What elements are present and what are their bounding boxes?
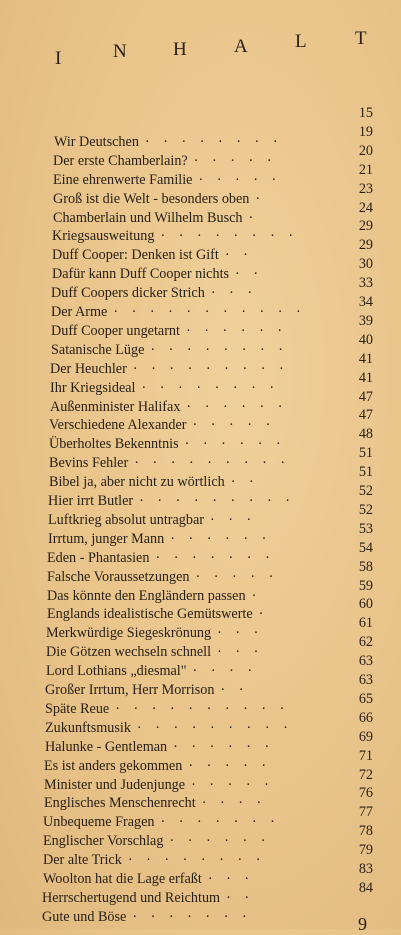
toc-entry-leader-dots: · · · · · · · · bbox=[160, 228, 299, 245]
toc-entry-title: Der erste Chamberlain? bbox=[53, 152, 188, 169]
toc-entry bbox=[43, 851, 383, 870]
toc-entry-leader-dots: · · · · · · bbox=[185, 322, 288, 339]
toc-entry-title: Englisches Menschenrecht bbox=[44, 795, 196, 812]
toc-entry-page: 63 bbox=[358, 653, 373, 670]
toc-entry bbox=[47, 605, 387, 624]
toc-entry bbox=[51, 303, 391, 322]
toc-entry-title: Ihr Kriegsideal bbox=[50, 379, 136, 396]
toc-entry-title: Es ist anders gekommen bbox=[44, 757, 183, 774]
toc-entry-page: 59 bbox=[358, 577, 373, 594]
toc-entry-leader-dots: · · · · · · · · · · · bbox=[113, 304, 306, 320]
toc-entry-page: 41 bbox=[358, 350, 373, 367]
toc-entry-title: Gute und Böse bbox=[42, 908, 127, 925]
toc-entry bbox=[50, 360, 390, 379]
toc-entry-page: 52 bbox=[358, 501, 373, 518]
toc-entry-title: Duff Cooper ungetarnt bbox=[51, 322, 180, 339]
toc-entry bbox=[54, 133, 394, 152]
heading-letter: N bbox=[113, 41, 127, 62]
toc-entry-leader-dots: · · bbox=[235, 266, 264, 283]
toc-entry-leader-dots: · · · · · · · · · bbox=[139, 493, 296, 509]
toc-entry-title: Eine ehrenwerte Familie bbox=[53, 171, 193, 188]
toc-entry-page: 63 bbox=[358, 672, 373, 688]
toc-entry-page: 15 bbox=[358, 105, 373, 121]
toc-entry-leader-dots: · · · · · · bbox=[184, 436, 286, 453]
toc-entry bbox=[54, 114, 394, 133]
toc-entry-title: Merkwürdige Siegeskrönung bbox=[46, 625, 212, 642]
toc-entry bbox=[50, 398, 390, 417]
heading-letter: L bbox=[295, 31, 307, 52]
toc-entry-page: 83 bbox=[358, 861, 373, 877]
toc-entry-title: Eden - Phantasien bbox=[47, 549, 150, 566]
toc-entry-leader-dots: · · bbox=[226, 889, 255, 906]
toc-entry bbox=[48, 530, 388, 549]
toc-entry-leader-dots: · · · · · · · · bbox=[144, 133, 283, 150]
heading-letter: I bbox=[55, 48, 62, 69]
toc-entry-page: 62 bbox=[358, 634, 373, 651]
toc-entry bbox=[47, 587, 387, 606]
toc-entry-title: Großer Irrtum, Herr Morrison bbox=[45, 682, 215, 698]
toc-entry-leader-dots: · · · · · · · · · bbox=[134, 455, 291, 472]
toc-entry-page: 77 bbox=[358, 804, 373, 821]
toc-entry-title: Verschiedene Alexander bbox=[49, 417, 187, 434]
toc-entry-title: Überholtes Bekenntnis bbox=[49, 436, 179, 453]
toc-entry-leader-dots: · · · · · · · · bbox=[141, 379, 280, 396]
toc-entry-title: Der Arme bbox=[51, 304, 108, 320]
toc-entry-leader-dots: · · · · · · bbox=[170, 530, 272, 547]
toc-entry-title: Satanische Lüge bbox=[51, 341, 145, 358]
toc-entry-page: 30 bbox=[358, 256, 373, 273]
toc-entry-page: 72 bbox=[358, 766, 373, 783]
toc-entry-leader-dots: · · · bbox=[210, 285, 258, 302]
heading-letter: A bbox=[234, 36, 248, 57]
toc-entry-page: 29 bbox=[358, 218, 373, 235]
toc-entry bbox=[53, 152, 393, 171]
heading-letter: T bbox=[355, 28, 367, 49]
toc-entry-leader-dots: · · · bbox=[210, 511, 257, 528]
toc-entry bbox=[45, 738, 385, 757]
toc-entry-title: Halunke - Gentleman bbox=[45, 738, 168, 755]
toc-entry-title: Herrschertugend und Reichtum bbox=[42, 889, 221, 906]
page-number: 9 bbox=[358, 914, 367, 934]
toc-entry-page: 61 bbox=[358, 615, 373, 632]
toc-entry-page: 54 bbox=[358, 539, 373, 556]
toc-entry-leader-dots: · bbox=[251, 587, 262, 604]
toc-entry-leader-dots: · · · · · bbox=[192, 417, 276, 434]
toc-entry-leader-dots: · · bbox=[220, 682, 249, 698]
toc-entry-page: 19 bbox=[358, 123, 373, 140]
toc-entry-page: 60 bbox=[358, 596, 373, 613]
toc-entry-title: Duff Coopers dicker Strich bbox=[51, 285, 205, 302]
toc-entry bbox=[45, 700, 385, 719]
toc-entry-leader-dots: · bbox=[248, 209, 259, 226]
toc-entry-page: 34 bbox=[358, 294, 373, 310]
toc-entry bbox=[44, 776, 384, 795]
toc-entry bbox=[43, 832, 383, 851]
toc-entry-page: 76 bbox=[358, 785, 373, 802]
toc-entry bbox=[51, 284, 391, 303]
toc-entry-title: Außenminister Halifax bbox=[50, 398, 181, 415]
toc-entry-title: Woolton hat die Lage erfaßt bbox=[43, 871, 202, 887]
toc-entry-leader-dots: · bbox=[255, 190, 266, 207]
toc-entry-title: Bibel ja, aber nicht zu wörtlich bbox=[49, 474, 225, 491]
toc-entry-page: 41 bbox=[358, 369, 373, 386]
toc-entry-page: 23 bbox=[358, 180, 373, 197]
toc-entry-page: 39 bbox=[358, 312, 373, 329]
toc-entry-page: 78 bbox=[358, 823, 373, 840]
toc-entry bbox=[46, 643, 386, 662]
toc-entry-leader-dots: · · · · · · bbox=[173, 738, 275, 755]
toc-entry-title: Chamberlain und Wilhelm Busch bbox=[53, 209, 243, 226]
toc-entry-leader-dots: · · · · · · · bbox=[132, 908, 252, 925]
toc-entry-leader-dots: · · · · · bbox=[193, 152, 277, 169]
toc-entry-page: 51 bbox=[358, 445, 373, 462]
toc-entry bbox=[47, 568, 387, 587]
toc-entry-title: Bevins Fehler bbox=[49, 455, 129, 472]
toc-entry bbox=[49, 454, 389, 473]
toc-entry-page: 20 bbox=[358, 142, 373, 159]
toc-entry-page: 48 bbox=[358, 426, 373, 443]
toc-entry-page: 58 bbox=[358, 558, 373, 575]
toc-entry bbox=[42, 908, 382, 927]
toc-entry bbox=[51, 341, 391, 360]
toc-entry-title: Lord Lothians „diesmal" bbox=[46, 663, 187, 680]
toc-entry bbox=[52, 265, 392, 284]
toc-entry-leader-dots: · · · · · · · bbox=[155, 549, 275, 566]
toc-entry-leader-dots: · · bbox=[230, 474, 259, 491]
toc-entry bbox=[44, 757, 384, 776]
toc-entry bbox=[46, 624, 386, 643]
toc-entry-title: Dafür kann Duff Cooper nichts bbox=[52, 266, 230, 283]
toc-entry-title: Zukunftsmusik bbox=[45, 719, 131, 736]
toc-entry-leader-dots: · · · bbox=[217, 644, 264, 661]
toc-entry-page: 53 bbox=[358, 520, 373, 537]
toc-entry bbox=[45, 681, 385, 700]
toc-entry-leader-dots: · · · bbox=[217, 625, 264, 642]
toc-entry-title: Irrtum, junger Mann bbox=[48, 530, 165, 547]
toc-entry-leader-dots: · · · · · bbox=[191, 776, 274, 793]
toc-entry-page: 52 bbox=[358, 483, 373, 499]
toc-entry-title: Englands idealistische Gemütswerte bbox=[47, 606, 253, 623]
toc-entry-page: 24 bbox=[358, 199, 373, 216]
toc-entry bbox=[48, 492, 388, 511]
toc-entry-title: Der Heuchler bbox=[50, 360, 127, 377]
toc-entry bbox=[49, 416, 389, 435]
toc-entry-leader-dots: · · · · · · · · · bbox=[132, 360, 289, 377]
toc-entry-leader-dots: · · · · · · · · bbox=[127, 852, 266, 869]
heading-letter: H bbox=[173, 39, 187, 60]
toc-entry bbox=[53, 209, 393, 228]
toc-entry-leader-dots: · · · · bbox=[201, 795, 267, 812]
toc-entry-page: 33 bbox=[358, 275, 373, 292]
toc-entry-title: Falsche Voraussetzungen bbox=[47, 568, 190, 585]
toc-entry bbox=[52, 246, 392, 265]
toc-entry bbox=[47, 549, 387, 568]
toc-entry-title: Kriegsausweitung bbox=[52, 228, 155, 245]
toc-entry-title: Englischer Vorschlag bbox=[43, 833, 164, 850]
toc-entry-page: 47 bbox=[358, 388, 373, 405]
toc-entry bbox=[52, 227, 392, 246]
toc-entry bbox=[49, 473, 389, 492]
toc-entry bbox=[51, 322, 391, 341]
toc-entry-leader-dots: · · · · · · · · · · bbox=[115, 700, 290, 717]
toc-entry-leader-dots: · · · · bbox=[192, 663, 258, 680]
toc-entry bbox=[53, 171, 393, 190]
toc-entry-leader-dots: · · bbox=[224, 247, 253, 264]
toc-entry bbox=[45, 719, 385, 738]
toc-entry bbox=[42, 889, 382, 908]
toc-entry bbox=[44, 794, 384, 813]
toc-entry-leader-dots: · · · · · · · bbox=[160, 814, 280, 831]
toc-entry-page: 65 bbox=[358, 690, 373, 707]
toc-entry bbox=[43, 870, 383, 889]
toc-entry bbox=[43, 813, 383, 832]
toc-entry-title: Unbequeme Fragen bbox=[43, 814, 155, 831]
toc-entry-page: 69 bbox=[358, 728, 373, 745]
toc-entry-title: Groß ist die Welt - besonders oben bbox=[53, 190, 250, 207]
toc-entry bbox=[53, 190, 393, 209]
toc-entry-page: 47 bbox=[358, 407, 373, 424]
toc-entry-page: 84 bbox=[358, 879, 373, 896]
toc-entry-leader-dots: · · · · · bbox=[195, 568, 279, 585]
toc-entry-leader-dots: · · · bbox=[207, 871, 255, 887]
toc-entry-title: Hier irrt Butler bbox=[48, 493, 134, 509]
toc-entry-page: 40 bbox=[358, 331, 373, 348]
toc-entry-page: 79 bbox=[358, 842, 373, 859]
toc-entry-page: 29 bbox=[358, 237, 373, 254]
toc-entry-leader-dots: · · · · · · bbox=[169, 833, 271, 850]
toc-entry bbox=[50, 379, 390, 398]
toc-entry-page: 71 bbox=[358, 747, 373, 764]
toc-entry-page: 21 bbox=[358, 161, 373, 178]
toc-entry-leader-dots: · · · · · · bbox=[186, 398, 288, 415]
toc-entry-page: 51 bbox=[358, 464, 373, 481]
toc-entry-title: Luftkrieg absolut untragbar bbox=[48, 511, 205, 528]
toc-entry-leader-dots: · · · · · bbox=[188, 757, 272, 774]
toc-entry-title: Späte Reue bbox=[45, 700, 110, 717]
toc-entry-leader-dots: · · · · · · · · · bbox=[136, 719, 293, 736]
toc-entry-title: Duff Cooper: Denken ist Gift bbox=[52, 247, 219, 264]
toc-entry bbox=[46, 662, 386, 681]
toc-entry-title: Wir Deutschen bbox=[54, 133, 139, 150]
toc-entry-leader-dots: · · · · · · · · bbox=[150, 341, 288, 358]
toc-entry-page: 66 bbox=[358, 709, 373, 726]
toc-entry bbox=[49, 435, 389, 454]
toc-entry-title: Das könnte den Engländern passen bbox=[47, 587, 246, 604]
toc-heading bbox=[55, 26, 385, 69]
toc-entry-title: Die Götzen wechseln schnell bbox=[46, 644, 212, 661]
toc-entry-leader-dots: · bbox=[258, 606, 269, 623]
toc-entry bbox=[48, 511, 388, 530]
toc-entry-leader-dots: · · · · · bbox=[198, 171, 282, 188]
toc-entry-title: Der alte Trick bbox=[43, 852, 122, 869]
toc-entry-title: Minister und Judenjunge bbox=[44, 776, 186, 793]
